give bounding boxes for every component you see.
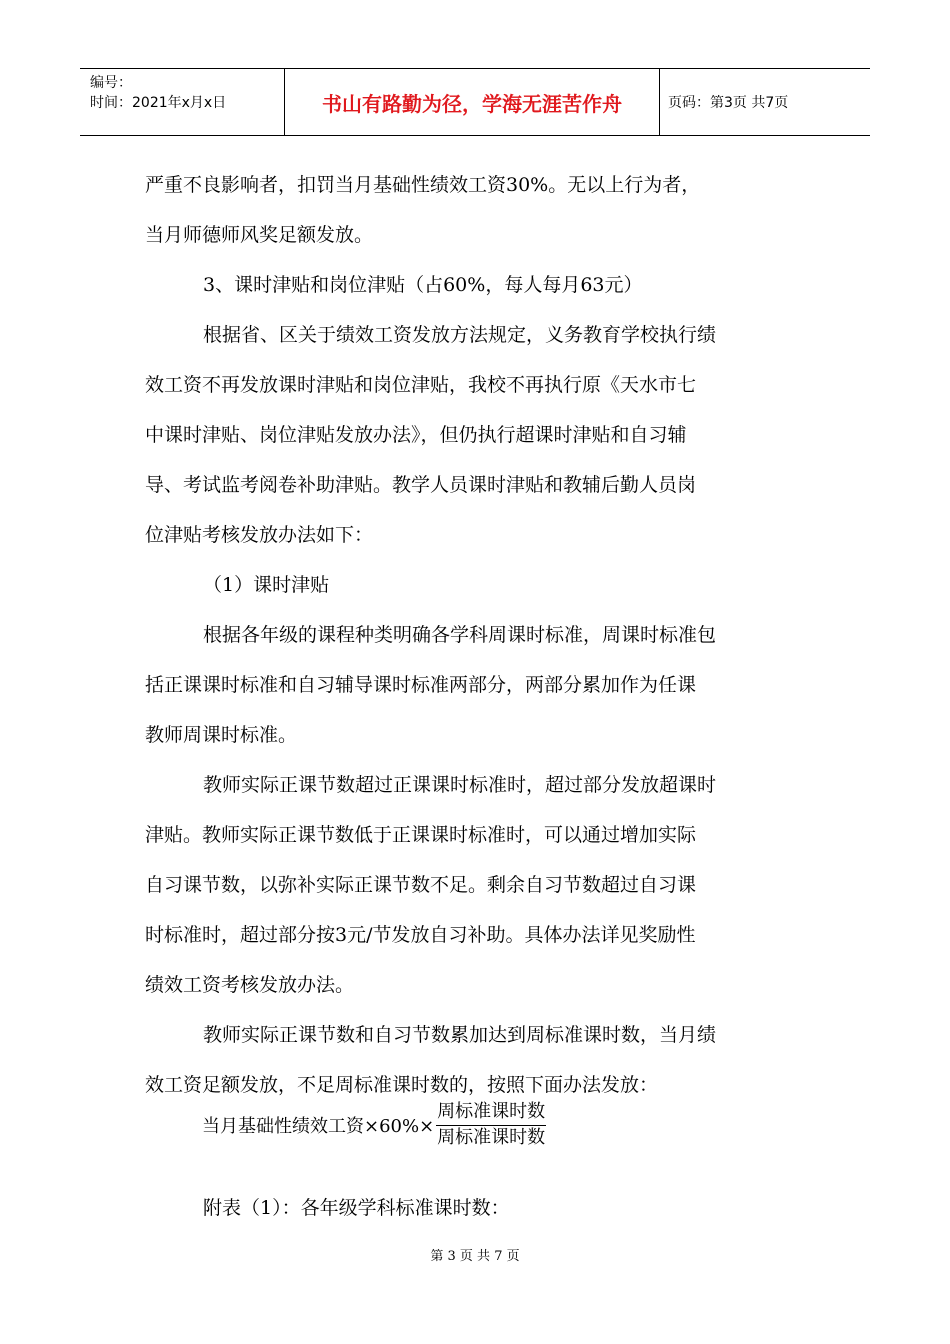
appendix-heading: 附表（1）：各年级学科标准课时数： bbox=[203, 1197, 510, 1219]
formula-fraction bbox=[436, 1100, 546, 1150]
formula-denominator: 周标准课时数 bbox=[437, 1127, 546, 1148]
body-line: 效工资不再发放课时津贴和岗位津贴，我校不再执行原《天水市七 bbox=[145, 374, 697, 396]
salary-formula bbox=[202, 1100, 546, 1150]
body-line: 括正课课时标准和自习辅导课时标准两部分，两部分累加作为任课 bbox=[145, 674, 697, 696]
body-line: 绩效工资考核发放办法。 bbox=[145, 974, 355, 996]
header-meta bbox=[80, 69, 284, 135]
document-time-label: 时间：2021年x月x日 bbox=[90, 95, 227, 111]
body-line: 教师实际正课节数和自习节数累加达到周标准课时数，当月绩 bbox=[203, 1024, 717, 1046]
document-body bbox=[145, 160, 810, 1110]
document-number-label: 编号： bbox=[90, 75, 132, 91]
body-line: 位津贴考核发放办法如下： bbox=[145, 524, 374, 546]
body-line: 根据各年级的课程种类明确各学科周课时标准，周课时标准包 bbox=[203, 624, 717, 646]
subsection-heading: （1）课时津贴 bbox=[203, 574, 330, 596]
body-line: 导、考试监考阅卷补助津贴。教学人员课时津贴和教辅后勤人员岗 bbox=[145, 474, 697, 496]
header-motto: 书山有路勤为径，学海无涯苦作舟 bbox=[284, 69, 660, 135]
formula-prefix: 当月基础性绩效工资×60%× bbox=[202, 1116, 435, 1137]
body-line: 自习课节数，以弥补实际正课节数不足。剩余自习节数超过自习课 bbox=[145, 874, 697, 896]
body-line: 根据省、区关于绩效工资发放方法规定，义务教育学校执行绩 bbox=[203, 324, 717, 346]
formula-numerator: 周标准课时数 bbox=[436, 1100, 546, 1126]
section-heading: 3、课时津贴和岗位津贴（占60%，每人每月63元） bbox=[203, 274, 643, 296]
body-line: 当月师德师风奖足额发放。 bbox=[145, 224, 374, 246]
body-line: 严重不良影响者，扣罚当月基础性绩效工资30%。无以上行为者， bbox=[145, 174, 701, 196]
body-line: 效工资足额发放，不足周标准课时数的，按照下面办法发放： bbox=[145, 1074, 659, 1096]
body-line: 教师周课时标准。 bbox=[145, 724, 298, 746]
body-line: 教师实际正课节数超过正课课时标准时，超过部分发放超课时 bbox=[203, 774, 717, 796]
page-footer: 第 3 页 共 7 页 bbox=[430, 1249, 520, 1264]
body-line: 时标准时，超过部分按3元/节发放自习补助。具体办法详见奖励性 bbox=[145, 924, 696, 946]
body-line: 中课时津贴、岗位津贴发放办法》，但仍执行超课时津贴和自习辅 bbox=[145, 424, 687, 446]
header-page-label: 页码：第3页 共7页 bbox=[668, 95, 789, 111]
body-line: 津贴。教师实际正课节数低于正课课时标准时，可以通过增加实际 bbox=[145, 824, 697, 846]
page-header bbox=[80, 68, 870, 136]
